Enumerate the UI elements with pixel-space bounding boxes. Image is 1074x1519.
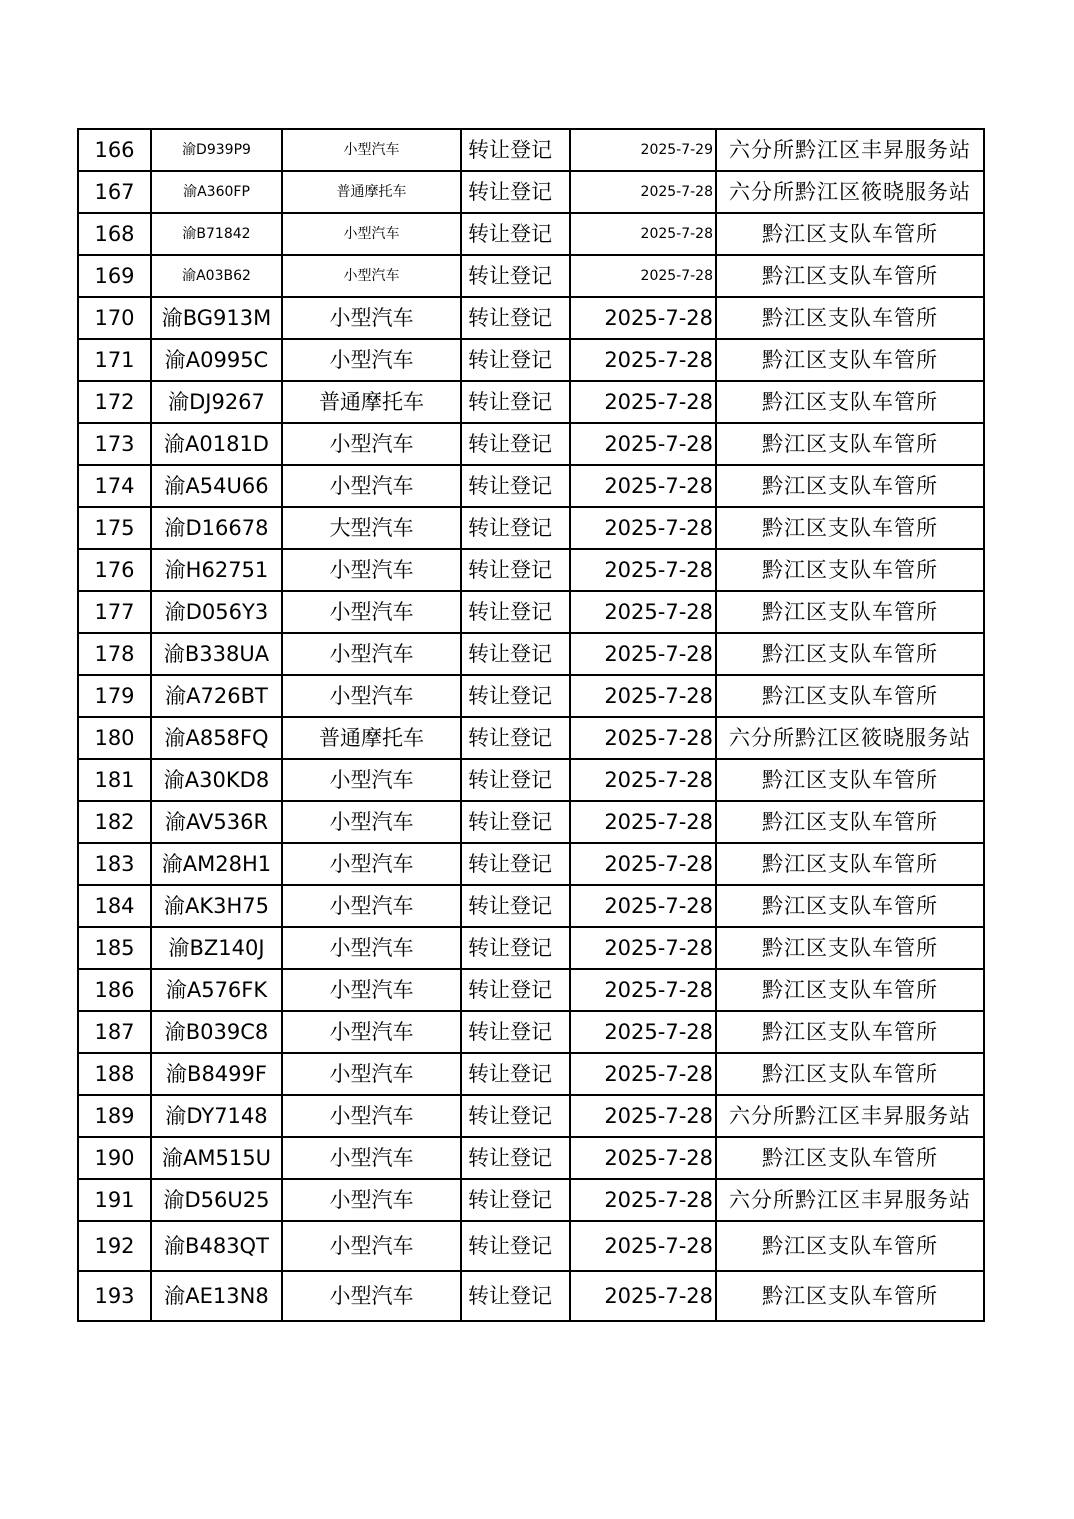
vehicle-type-cell: 小型汽车 [282,759,461,801]
registration-type-cell: 转让登记 [461,381,570,423]
office-cell: 黔江区支队车管所 [716,1053,984,1095]
registration-type-cell: 转让登记 [461,675,570,717]
date-cell: 2025-7-28 [570,465,716,507]
office-cell: 黔江区支队车管所 [716,507,984,549]
plate-number-cell: 渝A858FQ [151,717,282,759]
table-row [78,297,984,339]
date-cell: 2025-7-28 [570,339,716,381]
vehicle-type-cell: 小型汽车 [282,591,461,633]
vehicle-type-cell: 小型汽车 [282,1179,461,1221]
registration-type-cell: 转让登记 [461,171,570,213]
table-body [78,129,984,1321]
vehicle-type-cell: 小型汽车 [282,1221,461,1271]
office-cell: 黔江区支队车管所 [716,297,984,339]
registration-type-cell: 转让登记 [461,1137,570,1179]
vehicle-type-cell: 小型汽车 [282,339,461,381]
table-row [78,843,984,885]
date-cell: 2025-7-28 [570,423,716,465]
vehicle-type-cell: 小型汽车 [282,129,461,171]
vehicle-type-cell: 小型汽车 [282,1011,461,1053]
office-cell: 黔江区支队车管所 [716,423,984,465]
table-row [78,1053,984,1095]
registration-type-cell: 转让登记 [461,255,570,297]
registration-type-cell: 转让登记 [461,297,570,339]
row-number-cell: 188 [78,1053,151,1095]
plate-number-cell: 渝A576FK [151,969,282,1011]
date-cell: 2025-7-29 [570,129,716,171]
plate-number-cell: 渝DY7148 [151,1095,282,1137]
vehicle-type-cell: 普通摩托车 [282,717,461,759]
registration-type-cell: 转让登记 [461,465,570,507]
vehicle-type-cell: 小型汽车 [282,843,461,885]
date-cell: 2025-7-28 [570,1137,716,1179]
vehicle-type-cell: 普通摩托车 [282,381,461,423]
date-cell: 2025-7-28 [570,255,716,297]
table-row [78,423,984,465]
date-cell: 2025-7-28 [570,675,716,717]
plate-number-cell: 渝AM515U [151,1137,282,1179]
plate-number-cell: 渝A0181D [151,423,282,465]
vehicle-type-cell: 小型汽车 [282,675,461,717]
table-row [78,339,984,381]
date-cell: 2025-7-28 [570,1053,716,1095]
row-number-cell: 187 [78,1011,151,1053]
row-number-cell: 166 [78,129,151,171]
office-cell: 六分所黔江区筱晓服务站 [716,717,984,759]
plate-number-cell: 渝BZ140J [151,927,282,969]
table-row [78,1271,984,1321]
office-cell: 黔江区支队车管所 [716,381,984,423]
registration-type-cell: 转让登记 [461,1095,570,1137]
row-number-cell: 192 [78,1221,151,1271]
row-number-cell: 189 [78,1095,151,1137]
office-cell: 黔江区支队车管所 [716,969,984,1011]
table-row [78,1011,984,1053]
table-row [78,759,984,801]
registration-type-cell: 转让登记 [461,1179,570,1221]
table-row [78,507,984,549]
row-number-cell: 174 [78,465,151,507]
registration-type-cell: 转让登记 [461,1053,570,1095]
office-cell: 黔江区支队车管所 [716,255,984,297]
registration-type-cell: 转让登记 [461,843,570,885]
vehicle-type-cell: 小型汽车 [282,297,461,339]
date-cell: 2025-7-28 [570,801,716,843]
date-cell: 2025-7-28 [570,759,716,801]
row-number-cell: 186 [78,969,151,1011]
table-row [78,255,984,297]
row-number-cell: 170 [78,297,151,339]
office-cell: 黔江区支队车管所 [716,885,984,927]
registration-type-cell: 转让登记 [461,129,570,171]
office-cell: 黔江区支队车管所 [716,675,984,717]
plate-number-cell: 渝B71842 [151,213,282,255]
table-row [78,969,984,1011]
plate-number-cell: 渝B039C8 [151,1011,282,1053]
registration-type-cell: 转让登记 [461,423,570,465]
row-number-cell: 177 [78,591,151,633]
vehicle-type-cell: 小型汽车 [282,1095,461,1137]
registration-type-cell: 转让登记 [461,1221,570,1271]
row-number-cell: 183 [78,843,151,885]
plate-number-cell: 渝D056Y3 [151,591,282,633]
registration-type-cell: 转让登记 [461,213,570,255]
registration-type-cell: 转让登记 [461,1271,570,1321]
registration-type-cell: 转让登记 [461,339,570,381]
date-cell: 2025-7-28 [570,549,716,591]
registration-type-cell: 转让登记 [461,507,570,549]
vehicle-type-cell: 小型汽车 [282,885,461,927]
registration-type-cell: 转让登记 [461,927,570,969]
office-cell: 黔江区支队车管所 [716,591,984,633]
vehicle-type-cell: 大型汽车 [282,507,461,549]
office-cell: 黔江区支队车管所 [716,801,984,843]
vehicle-type-cell: 小型汽车 [282,633,461,675]
table-row [78,171,984,213]
row-number-cell: 169 [78,255,151,297]
row-number-cell: 168 [78,213,151,255]
row-number-cell: 184 [78,885,151,927]
table-row [78,675,984,717]
table-row [78,633,984,675]
date-cell: 2025-7-28 [570,171,716,213]
registration-type-cell: 转让登记 [461,759,570,801]
table-row [78,1095,984,1137]
office-cell: 黔江区支队车管所 [716,339,984,381]
plate-number-cell: 渝A726BT [151,675,282,717]
table-row [78,591,984,633]
row-number-cell: 182 [78,801,151,843]
date-cell: 2025-7-28 [570,969,716,1011]
office-cell: 黔江区支队车管所 [716,549,984,591]
registration-type-cell: 转让登记 [461,969,570,1011]
plate-number-cell: 渝A360FP [151,171,282,213]
plate-number-cell: 渝AK3H75 [151,885,282,927]
date-cell: 2025-7-28 [570,1221,716,1271]
vehicle-type-cell: 小型汽车 [282,213,461,255]
date-cell: 2025-7-28 [570,507,716,549]
date-cell: 2025-7-28 [570,927,716,969]
vehicle-type-cell: 小型汽车 [282,1137,461,1179]
office-cell: 黔江区支队车管所 [716,1271,984,1321]
row-number-cell: 171 [78,339,151,381]
date-cell: 2025-7-28 [570,297,716,339]
vehicle-type-cell: 小型汽车 [282,1271,461,1321]
office-cell: 黔江区支队车管所 [716,1137,984,1179]
plate-number-cell: 渝D939P9 [151,129,282,171]
table-row [78,885,984,927]
vehicle-type-cell: 小型汽车 [282,423,461,465]
plate-number-cell: 渝A54U66 [151,465,282,507]
table-row [78,1179,984,1221]
vehicle-type-cell: 小型汽车 [282,801,461,843]
table-row [78,381,984,423]
plate-number-cell: 渝A0995C [151,339,282,381]
table-row [78,465,984,507]
office-cell: 六分所黔江区筱晓服务站 [716,171,984,213]
plate-number-cell: 渝A30KD8 [151,759,282,801]
plate-number-cell: 渝AV536R [151,801,282,843]
row-number-cell: 176 [78,549,151,591]
plate-number-cell: 渝DJ9267 [151,381,282,423]
plate-number-cell: 渝B483QT [151,1221,282,1271]
date-cell: 2025-7-28 [570,1179,716,1221]
row-number-cell: 178 [78,633,151,675]
plate-number-cell: 渝D16678 [151,507,282,549]
date-cell: 2025-7-28 [570,1271,716,1321]
table-row [78,1221,984,1271]
registration-type-cell: 转让登记 [461,591,570,633]
registration-type-cell: 转让登记 [461,885,570,927]
date-cell: 2025-7-28 [570,1095,716,1137]
office-cell: 黔江区支队车管所 [716,927,984,969]
table-row [78,801,984,843]
plate-number-cell: 渝H62751 [151,549,282,591]
plate-number-cell: 渝BG913M [151,297,282,339]
table-row [78,129,984,171]
row-number-cell: 193 [78,1271,151,1321]
vehicle-type-cell: 小型汽车 [282,465,461,507]
row-number-cell: 179 [78,675,151,717]
office-cell: 六分所黔江区丰昇服务站 [716,1095,984,1137]
office-cell: 黔江区支队车管所 [716,213,984,255]
registration-table [77,128,985,1322]
date-cell: 2025-7-28 [570,381,716,423]
row-number-cell: 181 [78,759,151,801]
table-row [78,717,984,759]
date-cell: 2025-7-28 [570,591,716,633]
registration-type-cell: 转让登记 [461,1011,570,1053]
office-cell: 六分所黔江区丰昇服务站 [716,129,984,171]
row-number-cell: 191 [78,1179,151,1221]
row-number-cell: 180 [78,717,151,759]
row-number-cell: 185 [78,927,151,969]
plate-number-cell: 渝A03B62 [151,255,282,297]
office-cell: 黔江区支队车管所 [716,633,984,675]
plate-number-cell: 渝B8499F [151,1053,282,1095]
date-cell: 2025-7-28 [570,843,716,885]
row-number-cell: 190 [78,1137,151,1179]
date-cell: 2025-7-28 [570,717,716,759]
plate-number-cell: 渝AE13N8 [151,1271,282,1321]
date-cell: 2025-7-28 [570,213,716,255]
office-cell: 黔江区支队车管所 [716,759,984,801]
table-row [78,213,984,255]
vehicle-type-cell: 小型汽车 [282,549,461,591]
vehicle-type-cell: 普通摩托车 [282,171,461,213]
vehicle-type-cell: 小型汽车 [282,927,461,969]
office-cell: 黔江区支队车管所 [716,1011,984,1053]
registration-type-cell: 转让登记 [461,549,570,591]
plate-number-cell: 渝B338UA [151,633,282,675]
plate-number-cell: 渝AM28H1 [151,843,282,885]
vehicle-type-cell: 小型汽车 [282,1053,461,1095]
row-number-cell: 173 [78,423,151,465]
plate-number-cell: 渝D56U25 [151,1179,282,1221]
row-number-cell: 175 [78,507,151,549]
vehicle-type-cell: 小型汽车 [282,255,461,297]
registration-type-cell: 转让登记 [461,717,570,759]
date-cell: 2025-7-28 [570,1011,716,1053]
table-row [78,927,984,969]
registration-type-cell: 转让登记 [461,633,570,675]
table-row [78,549,984,591]
table-row [78,1137,984,1179]
registration-type-cell: 转让登记 [461,801,570,843]
row-number-cell: 172 [78,381,151,423]
office-cell: 黔江区支队车管所 [716,843,984,885]
vehicle-type-cell: 小型汽车 [282,969,461,1011]
office-cell: 六分所黔江区丰昇服务站 [716,1179,984,1221]
date-cell: 2025-7-28 [570,633,716,675]
office-cell: 黔江区支队车管所 [716,465,984,507]
date-cell: 2025-7-28 [570,885,716,927]
row-number-cell: 167 [78,171,151,213]
office-cell: 黔江区支队车管所 [716,1221,984,1271]
